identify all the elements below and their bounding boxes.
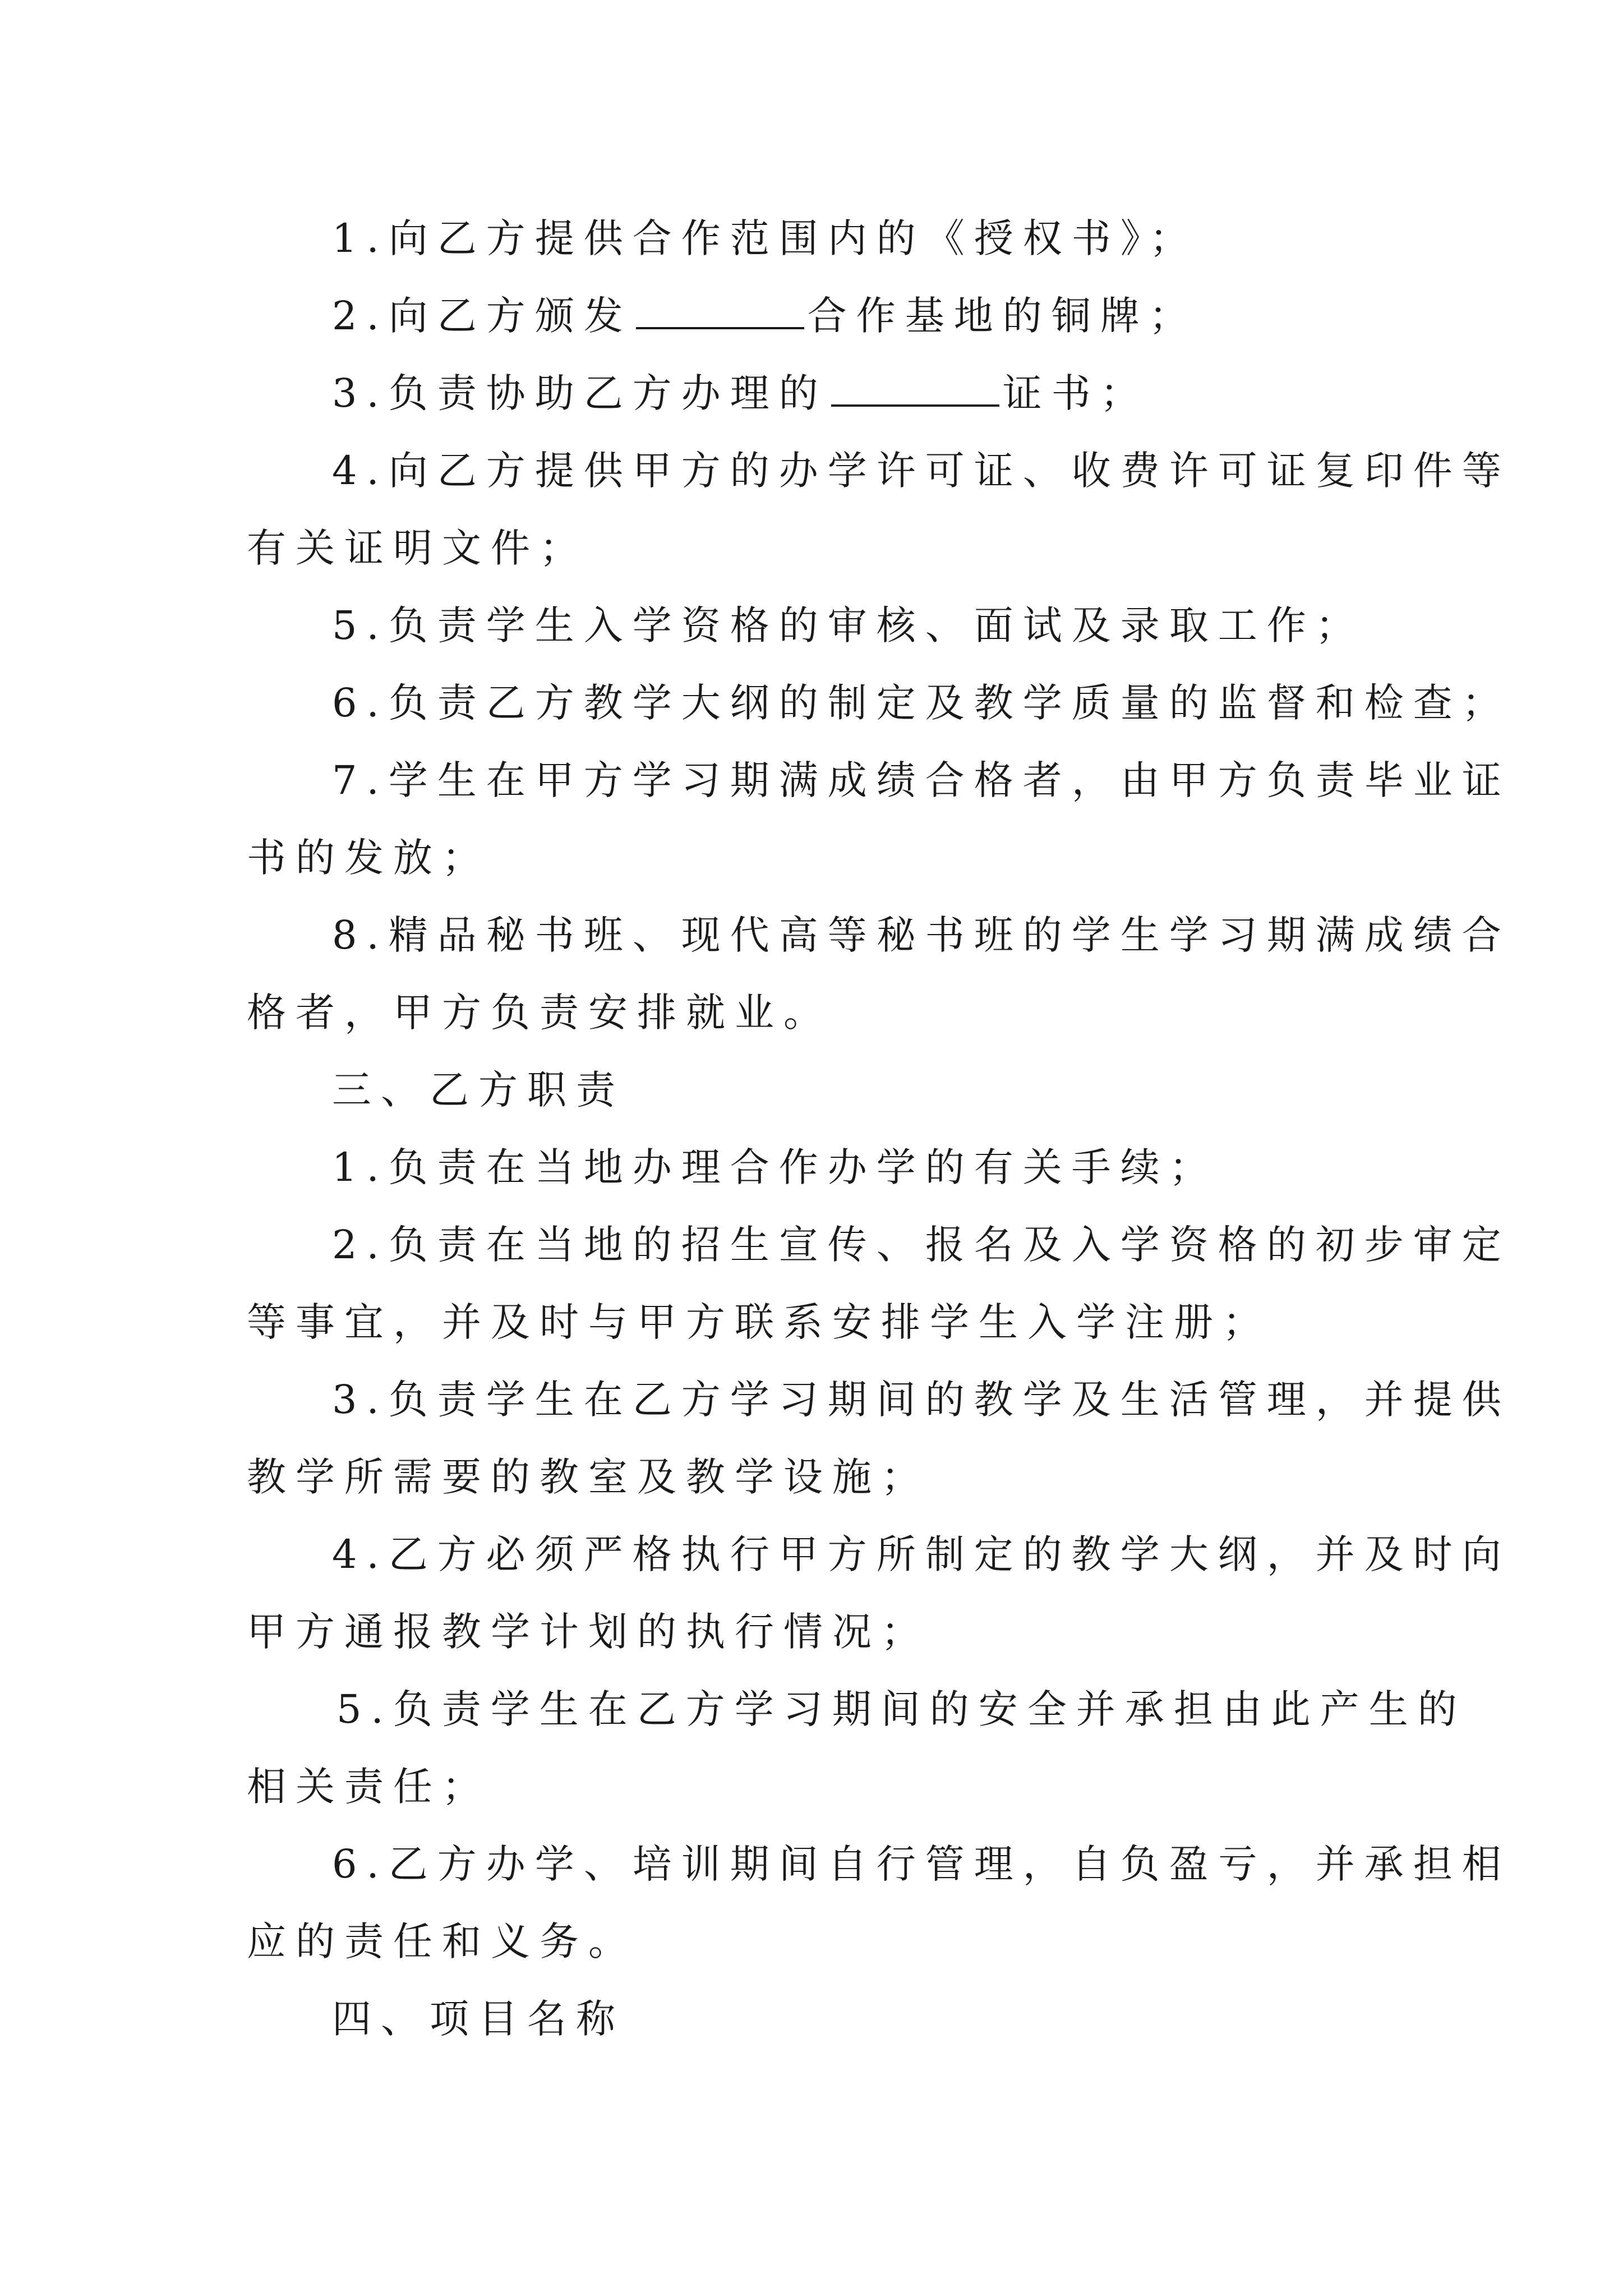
clause-3-6-cont: 应的责任和义务。	[247, 1918, 637, 1964]
fill-in-blank[interactable]	[831, 367, 999, 407]
clause-3-3-cont: 教学所需要的教室及教学设施；	[247, 1454, 930, 1500]
clause-3-2: 2.负责在当地的招生宣传、报名及入学资格的初步审定	[332, 1222, 1511, 1268]
clause-2-4-cont: 有关证明文件；	[247, 525, 588, 571]
clause-3-5-cont: 相关责任；	[247, 1764, 491, 1810]
clause-3-1: 1.负责在当地办理合作办学的有关手续；	[332, 1144, 1218, 1190]
clause-2-8-cont: 格者，甲方负责安排就业。	[247, 990, 832, 1036]
clause-2-2: 2.向乙方颁发 合作基地的铜牌；	[332, 288, 1198, 344]
section-heading-4: 四、项目名称	[332, 1996, 625, 2042]
clause-3-2-cont: 等事宜，并及时与甲方联系安排学生入学注册；	[247, 1299, 1271, 1345]
clause-2-1: 1.向乙方提供合作范围内的《授权书》；	[332, 215, 1198, 261]
clause-3-4-cont: 甲方通报教学计划的执行情况；	[247, 1609, 930, 1655]
clause-3-3: 3.负责学生在乙方学习期间的教学及生活管理，并提供	[332, 1377, 1511, 1423]
clause-2-5: 5.负责学生入学资格的审核、面试及录取工作；	[332, 602, 1364, 648]
clause-2-7-cont: 书的发放；	[247, 835, 491, 881]
clause-2-3: 3.负责协助乙方办理的 证书；	[332, 365, 1149, 421]
section-heading-3: 三、乙方职责	[332, 1067, 625, 1113]
clause-2-6: 6.负责乙方教学大纲的制定及教学质量的监督和检查；	[332, 680, 1511, 726]
clause-3-6: 6.乙方办学、培训期间自行管理，自负盈亏，并承担相	[332, 1841, 1511, 1887]
clause-2-8: 8.精品秘书班、现代高等秘书班的学生学习期满成绩合	[332, 912, 1511, 958]
clause-2-4: 4.向乙方提供甲方的办学许可证、收费许可证复印件等	[332, 448, 1511, 494]
clause-3-5: 5.负责学生在乙方学习期间的安全并承担由此产生的	[336, 1686, 1467, 1732]
clause-3-4: 4.乙方必须严格执行甲方所制定的教学大纲，并及时向	[332, 1531, 1511, 1577]
fill-in-blank[interactable]	[636, 290, 804, 329]
clause-2-7: 7.学生在甲方学习期满成绩合格者，由甲方负责毕业证	[332, 757, 1511, 803]
